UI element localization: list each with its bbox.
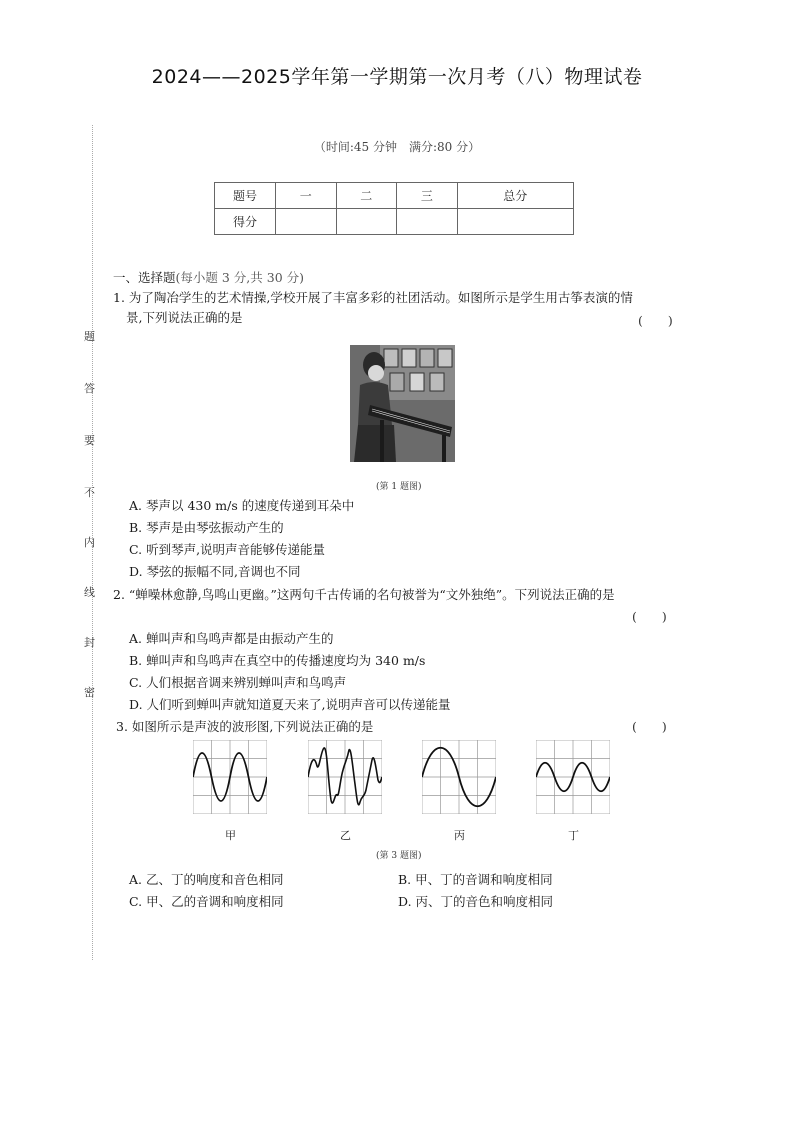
- q1-line1: 1. 为了陶冶学生的艺术情操,学校开展了丰富多彩的社团活动。如图所示是学生用古筝表演的情: [113, 290, 633, 305]
- score-table: [214, 182, 574, 235]
- score-cell: 三: [397, 183, 458, 209]
- q1-stem: [113, 288, 633, 328]
- exam-info: （时间:45 分钟 满分:80 分）: [313, 140, 481, 154]
- q3-figure-caption: (第 3 题图): [376, 851, 422, 861]
- margin-char: 密: [84, 686, 95, 699]
- q2-option-a[interactable]: A. 蝉叫声和鸟鸣声都是由振动产生的: [129, 631, 334, 646]
- margin-char: 要: [84, 434, 95, 447]
- score-input-cell[interactable]: [336, 209, 397, 235]
- section-heading: [113, 268, 304, 286]
- q1-line2: 景,下列说法正确的是: [126, 310, 243, 325]
- waveform-label-jia: 甲: [225, 829, 236, 842]
- q3-option-b[interactable]: B. 甲、丁的音调和响度相同: [398, 872, 553, 887]
- score-table-score-row: [215, 209, 574, 235]
- margin-char: 内: [84, 536, 95, 549]
- q2-answer-parens[interactable]: ( ): [632, 609, 667, 624]
- score-cell: 总分: [457, 183, 573, 209]
- page-title: 2024——2025学年第一学期第一次月考（八）物理试卷: [151, 66, 643, 88]
- waveform-yi: [308, 740, 382, 814]
- margin-char: 题: [84, 330, 95, 343]
- q1-option-a[interactable]: A. 琴声以 430 m/s 的速度传递到耳朵中: [129, 498, 355, 513]
- q3-option-a[interactable]: A. 乙、丁的响度和音色相同: [129, 872, 284, 887]
- score-cell: 题号: [215, 183, 276, 209]
- q1-answer-parens[interactable]: ( ): [638, 313, 673, 328]
- section-title: 一、选择题: [113, 270, 176, 285]
- q3-option-c[interactable]: C. 甲、乙的音调和响度相同: [129, 894, 284, 909]
- score-table-header-row: [215, 183, 574, 209]
- score-cell: 一: [276, 183, 337, 209]
- waveform-label-ding: 丁: [568, 829, 579, 842]
- score-cell: 二: [336, 183, 397, 209]
- q1-option-b[interactable]: B. 琴声是由琴弦振动产生的: [129, 520, 284, 535]
- score-input-cell[interactable]: [457, 209, 573, 235]
- q2-option-d[interactable]: D. 人们听到蝉叫声就知道夏天来了,说明声音可以传递能量: [129, 697, 451, 712]
- guzheng-photo-illustration: [350, 345, 455, 462]
- waveform-label-bing: 丙: [454, 829, 465, 842]
- waveform-ding: [536, 740, 610, 814]
- waveform-label-yi: 乙: [340, 829, 351, 842]
- q1-option-d[interactable]: D. 琴弦的振幅不同,音调也不同: [129, 564, 301, 579]
- guzheng-photo: [350, 345, 455, 462]
- q2-stem: 2. “蝉噪林愈静,鸟鸣山更幽。”这两句千古传诵的名句被誉为“文外独绝”。下列说法正确的是: [113, 587, 615, 602]
- waveform-jia: [193, 740, 267, 814]
- q3-stem: 3. 如图所示是声波的波形图,下列说法正确的是: [116, 719, 374, 734]
- section-hint: (每小题 3 分,共 30 分): [175, 270, 304, 285]
- score-row-label: 得分: [215, 209, 276, 235]
- q1-figure-caption: (第 1 题图): [376, 482, 422, 492]
- margin-char: 线: [84, 586, 95, 599]
- margin-char: 答: [84, 382, 95, 395]
- q2-option-b[interactable]: B. 蝉叫声和鸟鸣声在真空中的传播速度均为 340 m/s: [129, 653, 426, 668]
- q2-option-c[interactable]: C. 人们根据音调来辨别蝉叫声和鸟鸣声: [129, 675, 347, 690]
- q3-option-d[interactable]: D. 丙、丁的音色和响度相同: [398, 894, 554, 909]
- q1-option-c[interactable]: C. 听到琴声,说明声音能够传递能量: [129, 542, 326, 557]
- score-input-cell[interactable]: [397, 209, 458, 235]
- score-input-cell[interactable]: [276, 209, 337, 235]
- margin-char: 封: [84, 636, 95, 649]
- margin-char: 不: [84, 486, 95, 499]
- waveform-bing: [422, 740, 496, 814]
- q3-answer-parens[interactable]: ( ): [632, 719, 667, 734]
